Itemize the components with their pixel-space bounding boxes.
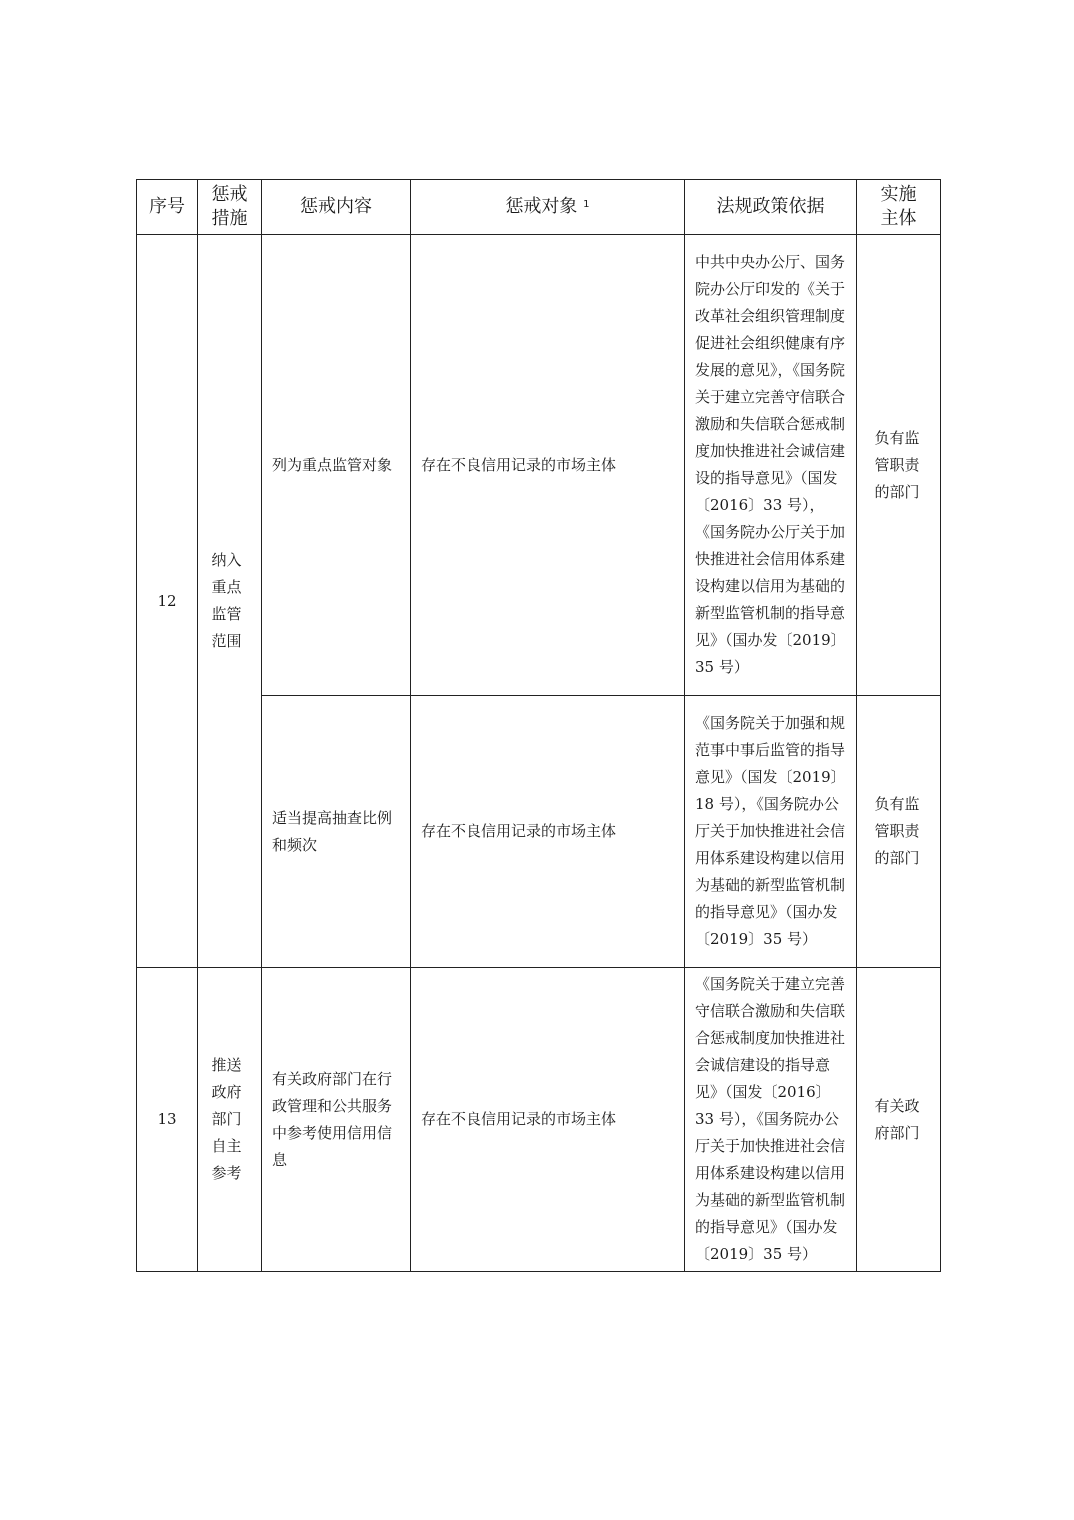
header-agent: 实施主体 (857, 180, 941, 235)
content-cell: 列为重点监管对象 (262, 235, 411, 696)
content-cell: 适当提高抽查比例和频次 (262, 696, 411, 968)
target-cell: 存在不良信用记录的市场主体 (411, 968, 685, 1272)
table-row (137, 235, 941, 696)
penalty-measures-table (136, 179, 941, 1272)
target-cell: 存在不良信用记录的市场主体 (411, 235, 685, 696)
table-row (137, 968, 941, 1272)
header-row (137, 180, 941, 235)
row-number: 12 (137, 235, 198, 968)
footnote-marker: 1 (583, 199, 590, 210)
header-content: 惩戒内容 (262, 180, 411, 235)
header-target: 惩戒对象 $^1$ (411, 180, 685, 235)
header-no: 序号 (137, 180, 198, 235)
agent-cell: 负有监管职责的部门 (857, 235, 941, 696)
row-number: 13 (137, 968, 198, 1272)
basis-cell: 《国务院关于建立完善守信联合激励和失信联合惩戒制度加快推进社会诚信建设的指导意见》（国发〔2016〕33 号），《国务院办公厅关于加快推进社会信用体系建设构建以信用为基础的新型监管机制的指导意见》（国办发〔2019〕35 号） (685, 968, 857, 1272)
agent-cell: 负有监管职责的部门 (857, 696, 941, 968)
agent-cell: 有关政府部门 (857, 968, 941, 1272)
basis-cell: 中共中央办公厅、国务院办公厅印发的《关于改革社会组织管理制度促进社会组织健康有序发展的意见》，《国务院关于建立完善守信联合激励和失信联合惩戒制度加快推进社会诚信建设的指导意见》（国发〔2016〕33 号），《国务院办公厅关于加快推进社会信用体系建设构建以信用为基础的新型监管机制的指导意见》（国办发〔2019〕35 号） (685, 235, 857, 696)
header-basis: 法规政策依据 (685, 180, 857, 235)
measure-cell: 纳入重点监管范围 (198, 235, 262, 968)
header-measure: 惩戒措施 (198, 180, 262, 235)
measure-cell: 推送政府部门自主参考 (198, 968, 262, 1272)
basis-cell: 《国务院关于加强和规范事中事后监管的指导意见》（国发〔2019〕18 号），《国务院办公厅关于加快推进社会信用体系建设构建以信用为基础的新型监管机制的指导意见》（国办发〔2019〕35 号） (685, 696, 857, 968)
content-cell: 有关政府部门在行政管理和公共服务中参考使用信用信息 (262, 968, 411, 1272)
target-cell: 存在不良信用记录的市场主体 (411, 696, 685, 968)
